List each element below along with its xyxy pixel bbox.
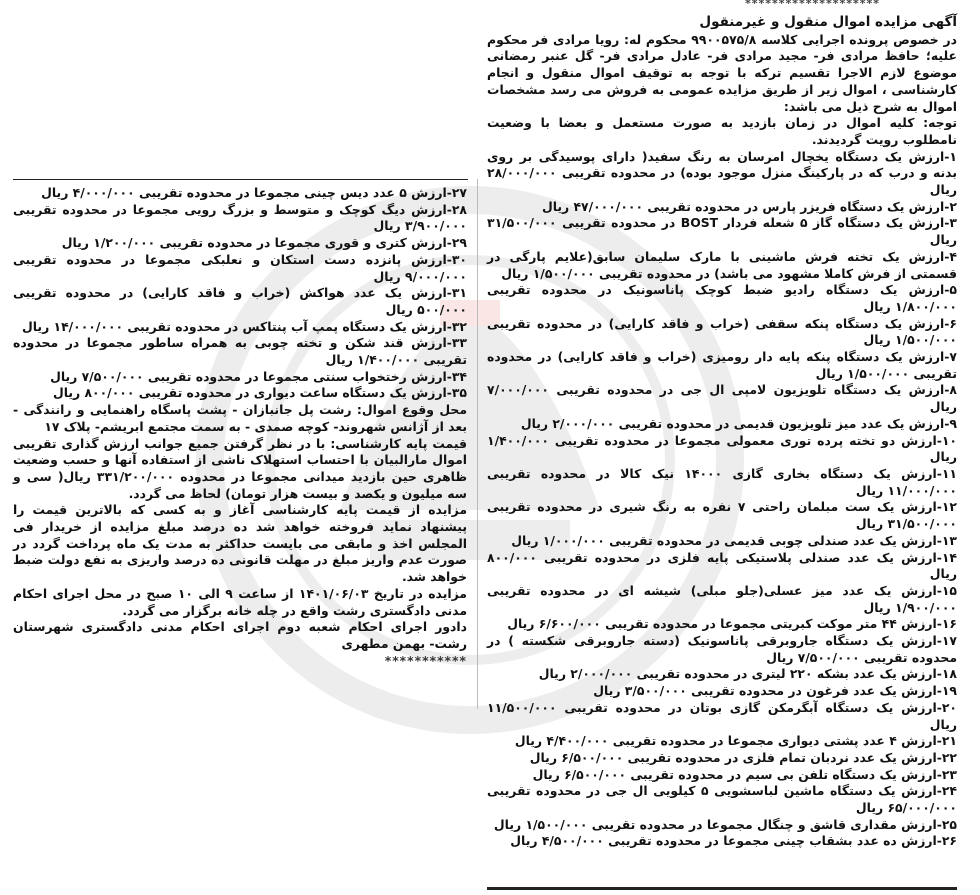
base-price: قیمت پایه کارشناسی: با در نظر گرفتن جمیع جوانب ارزش گذاری تقریبی اموال مارالبیان با احتساب استهلاک ناشی از استفاده آنها و حسب وضعیت ظاهری حین بازدید میدانی مجموعا در محدوده ۳۳۱/۲۰۰/۰۰۰ ریال( سی و سه میلیون و یکصد و بیست هزار تومان) لحاظ می گردد. xyxy=(13,435,467,501)
list-item: ۲۹-ارزش کتری و قوری مجموعا در محدوده تقریبی ۱/۲۰۰/۰۰۰ ریال xyxy=(61,235,467,251)
property-location: محل وقوع اموال: رشت پل جانبازان - پشت پاسگاه راهنمایی و رانندگی - بعد از آژانس شهروند- کوچه صمدی - به سمت مجتمع ابریشم- پلاک ۱۷ xyxy=(13,402,467,434)
list-item: ۳۱-ارزش یک عدد هواکش (خراب و فاقد کارایی) در محدوده تقریبی ۵۰۰/۰۰۰ ریال xyxy=(13,285,467,317)
auction-terms: مزایده از قیمت پایه کارشناسی آغاز و به کسی که بالاترین قیمت را پیشنهاد نماید فروخته خواهد شد ده درصد مبلغ مزایده از خریدار فی المجلس اخذ و مابقی می بایست حداکثر به مدت یک ماه پرداخت گردد در صورت عدم واریز مبلغ در مهلت قانونی ده درصد واریزی به نفع دولت ضبط خواهد شد. xyxy=(13,502,467,585)
list-item: ۳۳-ارزش قند شکن و تخته چوبی به همراه ساطور مجموعا در محدوده تقریبی ۱/۴۰۰/۰۰۰ ریال xyxy=(13,335,467,368)
bottom-divider xyxy=(487,887,957,890)
top-stars: ******************** xyxy=(745,0,881,10)
end-stars: *********** xyxy=(384,652,467,668)
column-divider xyxy=(477,179,478,709)
list-item: ۲۸-ارزش دیگ کوچک و متوسط و بزرگ رویی مجموعا در محدوده تقریبی ۳/۹۰۰/۰۰۰ ریال xyxy=(13,201,467,234)
list-item: ۲۴-ارزش یک دستگاه ماشین لباسشویی ۵ کیلویی ال جی در محدوده تقریبی ۶۵/۰۰۰/۰۰۰ ریال xyxy=(487,783,957,816)
list-item: ۱۴-ارزش یک عدد صندلی پلاستیکی پایه فلزی در محدوده تقریبی ۸۰۰/۰۰۰ ریال xyxy=(487,549,957,582)
list-item: ۲-ارزش یک دستگاه فریزر پارس در محدوده تقریبی ۴۷/۰۰۰/۰۰۰ ریال xyxy=(541,198,957,214)
list-item: ۹-ارزش یک عدد میز تلویزیون قدیمی در محدوده تقریبی ۲/۰۰۰/۰۰۰ ریال xyxy=(520,415,957,431)
list-item: ۱۸-ارزش یک عدد بشکه ۲۲۰ لیتری در محدوده تقریبی ۲/۰۰۰/۰۰۰ ریال xyxy=(538,666,957,682)
list-item: ۵-ارزش یک دستگاه رادیو ضبط کوچک پاناسونیک در محدوده تقریبی ۱/۸۰۰/۰۰۰ ریال xyxy=(487,282,957,314)
auction-date-place: مزایده در تاریخ ۱۴۰۱/۰۶/۰۳ از ساعت ۹ الی ۱۰ صبح در محل اجرای احکام مدنی دادگستری رشت واقع در چله خانه برگزار می گردد. xyxy=(13,585,467,618)
top-divider xyxy=(13,179,468,180)
list-item: ۱۱-ارزش یک دستگاه بخاری گازی ۱۴۰۰۰ نیک کالا در محدوده تقریبی ۱۱/۰۰۰/۰۰۰ ریال xyxy=(487,465,957,498)
list-item: ۱۳-ارزش یک عدد صندلی چوبی قدیمی در محدوده تقریبی ۱/۰۰۰/۰۰۰ ریال xyxy=(511,532,957,548)
list-item: ۳۰-ارزش پانزده دست استکان و نعلبکی مجموعا در محدوده تقریبی ۹/۰۰۰/۰۰۰ ریال xyxy=(13,251,467,284)
list-item: ۲۷-ارزش ۵ عدد دیس چینی مجموعا در محدوده تقریبی ۴/۰۰۰/۰۰۰ ریال xyxy=(41,185,467,200)
list-item: ۷-ارزش یک دستگاه پنکه پایه دار رومیزی (خراب و فاقد کارایی) در محدوده تقریبی ۱/۵۰۰/۰۰۰ ریال xyxy=(487,349,957,381)
list-item: ۱-ارزش یک دستگاه یخچال امرسان به رنگ سفید( دارای پوسیدگی بر روی بدنه و درب که در پارکینگ منزل موجود بوده) در محدوده تقریبی ۲۸/۰۰۰/۰۰۰ ریال xyxy=(487,148,957,198)
list-item: ۴-ارزش یک تخته فرش ماشینی با مارک سلیمان سابق(علایم پارگی در قسمتی از فرش کاملا مشهود می باشد) در محدوده تقریبی ۱/۵۰۰/۰۰۰ ریال xyxy=(487,248,957,281)
items-list-right xyxy=(487,149,957,851)
list-item: ۱۵-ارزش یک عدد میز عسلی(جلو مبلی) شیشه ای در محدوده تقریبی ۱/۹۰۰/۰۰۰ ریال xyxy=(487,582,957,615)
signature: دادور اجرای احکام شعبه دوم اجرای احکام مدنی دادگستری شهرستان رشت- بهمن مطهری xyxy=(13,619,467,651)
list-item: ۲۲-ارزش یک عدد نردبان تمام فلزی در محدوده تقریبی ۶/۵۰۰/۰۰۰ ریال xyxy=(529,749,957,765)
list-item: ۲۶-ارزش ده عدد بشقاب چینی مجموعا در محدوده تقریبی ۴/۵۰۰/۰۰۰ ریال xyxy=(510,833,957,849)
right-column xyxy=(487,14,957,850)
list-item: ۲۱-ارزش ۴ عدد پشتی دیواری مجموعا در محدوده تقریبی ۴/۴۰۰/۰۰۰ ریال xyxy=(514,733,957,749)
list-item: ۶-ارزش یک دستگاه پنکه سقفی (خراب و فاقد کارایی) در محدوده تقریبی ۱/۵۰۰/۰۰۰ ریال xyxy=(487,315,957,348)
list-item: ۱۰-ارزش دو تخته پرده توری معمولی مجموعا در محدوده تقریبی ۱/۴۰۰/۰۰۰ ریال xyxy=(487,432,957,465)
notice-title: آگهی مزایده اموال منقول و غیرمنقول xyxy=(699,14,957,30)
list-item: ۲۵-ارزش مقداری قاشق و چنگال مجموعا در محدوده تقریبی ۱/۵۰۰/۰۰۰ ریال xyxy=(493,816,957,832)
list-item: ۱۷-ارزش یک دستگاه جاروبرقی پاناسونیک (دسته جاروبرقی شکسته ) در محدوده تقریبی ۷/۵۰۰/۰۰۰ ریال xyxy=(487,633,957,665)
list-item: ۳۲-ارزش یک دستگاه پمپ آب پنتاکس در محدوده تقریبی ۱۴/۰۰۰/۰۰۰ ریال xyxy=(22,318,467,334)
items-list-left xyxy=(13,185,467,402)
notice-intro: در خصوص پرونده اجرایی کلاسه ۹۹۰۰۵۷۵/۸ محکوم له: رویا مرادی فر محکوم علیه؛ حافظ مرادی فر- مجید مرادی فر- عادل مرادی فر- گل عنبر رمضانی موضوع لازم الاجرا تقسیم ترکه با توجه به توقیف اموال منقول و انجام کارشناسی ، اموال زیر از طریق مزایده عمومی به فروش می رسد مشخصات اموال به شرح ذیل می باشد: xyxy=(487,31,957,114)
left-column xyxy=(13,185,467,669)
list-item: ۳-ارزش یک دستگاه گاز ۵ شعله فردار BOST در محدوده تقریبی ۳۱/۵۰۰/۰۰۰ ریال xyxy=(487,215,957,248)
notice-note: توجه: کلیه اموال در زمان بازدید به صورت مستعمل و بعضا با وضعیت نامطلوب رویت گردیدند. xyxy=(487,115,957,147)
list-item: ۱۶-ارزش ۴۴ متر موکت کبریتی مجموعا در محدوده تقریبی ۶/۶۰۰/۰۰۰ ریال xyxy=(507,616,957,632)
list-item: ۳۵-ارزش یک دستگاه ساعت دیواری در محدوده تقریبی ۸۰۰/۰۰۰ ریال xyxy=(52,385,467,401)
list-item: ۲۳-ارزش یک دستگاه تلفن بی سیم در محدوده تقریبی ۶/۵۰۰/۰۰۰ ریال xyxy=(532,766,957,782)
list-item: ۱۹-ارزش یک عدد فرغون در محدوده تقریبی ۳/۵۰۰/۰۰۰ ریال xyxy=(593,683,957,699)
list-item: ۳۴-ارزش رختخواب سنتی مجموعا در محدوده تقریبی ۷/۵۰۰/۰۰۰ ریال xyxy=(50,368,467,384)
list-item: ۸-ارزش یک دستگاه تلویزیون لامپی ال جی در محدوده تقریبی ۷/۰۰۰/۰۰۰ ریال xyxy=(487,382,957,415)
list-item: ۲۰-ارزش یک دستگاه آبگرمکن گازی بوتان در محدوده تقریبی ۱۱/۵۰۰/۰۰۰ ریال xyxy=(487,699,957,732)
list-item: ۱۲-ارزش یک ست مبلمان راحتی ۷ نفره به رنگ شیری در محدوده تقریبی ۳۱/۵۰۰/۰۰۰ ریال xyxy=(487,499,957,532)
